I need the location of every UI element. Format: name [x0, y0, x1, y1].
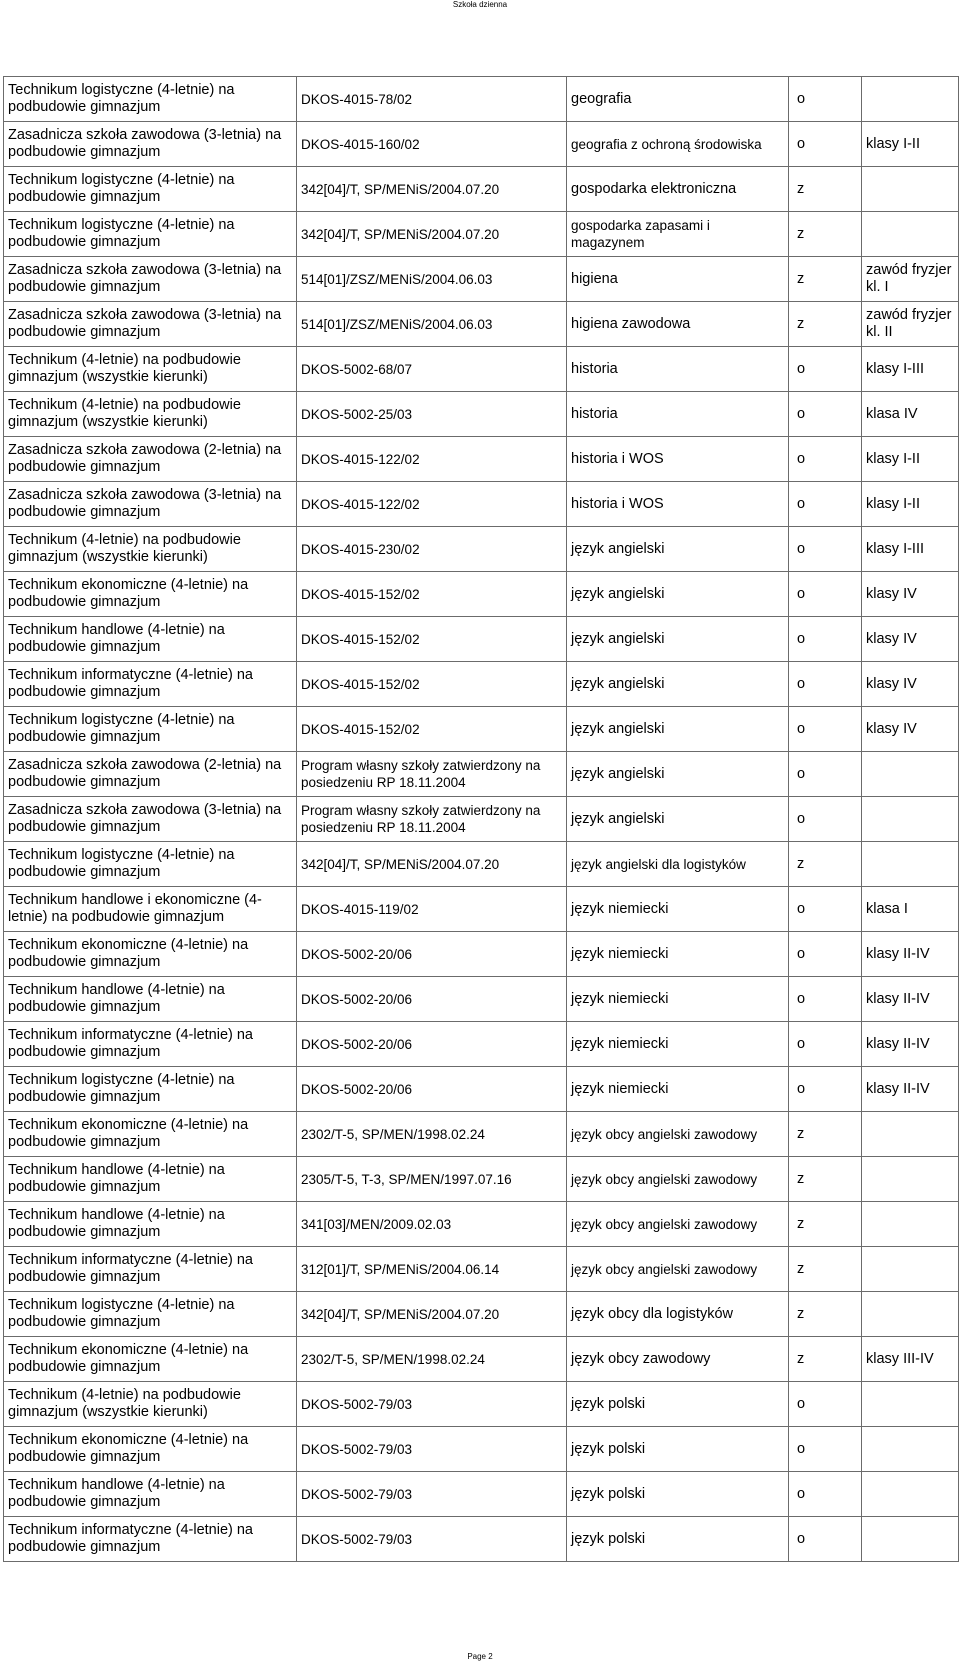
classes-cell	[862, 1472, 959, 1517]
program-code-cell: DKOS-5002-20/06	[297, 1022, 567, 1067]
program-code-cell: DKOS-5002-20/06	[297, 977, 567, 1022]
school-cell: Technikum informatyczne (4-letnie) na podbudowie gimnazjum	[4, 662, 297, 707]
school-cell: Technikum handlowe (4-letnie) na podbudowie gimnazjum	[4, 1202, 297, 1247]
type-cell: z	[789, 257, 862, 302]
curriculum-table	[3, 76, 959, 1562]
type-cell: o	[789, 887, 862, 932]
subject-cell: język obcy angielski zawodowy	[567, 1157, 789, 1202]
table-row	[4, 212, 959, 257]
type-cell: z	[789, 1157, 862, 1202]
type-cell: z	[789, 1202, 862, 1247]
type-cell: o	[789, 797, 862, 842]
classes-cell: klasy IV	[862, 707, 959, 752]
type-cell: o	[789, 752, 862, 797]
classes-cell	[862, 1247, 959, 1292]
classes-cell: zawód fryzjer kl. I	[862, 257, 959, 302]
type-cell: o	[789, 122, 862, 167]
program-code-cell: 342[04]/T, SP/MENiS/2004.07.20	[297, 167, 567, 212]
school-cell: Technikum ekonomiczne (4-letnie) na podbudowie gimnazjum	[4, 932, 297, 977]
program-code-cell: DKOS-4015-152/02	[297, 617, 567, 662]
table-row	[4, 527, 959, 572]
school-cell: Technikum handlowe (4-letnie) na podbudowie gimnazjum	[4, 1472, 297, 1517]
subject-cell: geografia	[567, 77, 789, 122]
type-cell: o	[789, 77, 862, 122]
classes-cell: klasy I-III	[862, 527, 959, 572]
subject-cell: higiena zawodowa	[567, 302, 789, 347]
program-code-cell: 341[03]/MEN/2009.02.03	[297, 1202, 567, 1247]
subject-cell: historia	[567, 392, 789, 437]
type-cell: o	[789, 392, 862, 437]
table-row	[4, 1292, 959, 1337]
table-row	[4, 1112, 959, 1157]
table-row	[4, 347, 959, 392]
classes-cell: klasy I-III	[862, 347, 959, 392]
subject-cell: język angielski	[567, 752, 789, 797]
school-cell: Technikum (4-letnie) na podbudowie gimnazjum (wszystkie kierunki)	[4, 527, 297, 572]
program-code-cell: DKOS-4015-78/02	[297, 77, 567, 122]
school-cell: Technikum logistyczne (4-letnie) na podbudowie gimnazjum	[4, 707, 297, 752]
school-cell: Technikum ekonomiczne (4-letnie) na podbudowie gimnazjum	[4, 1112, 297, 1157]
school-cell: Zasadnicza szkoła zawodowa (2-letnia) na podbudowie gimnazjum	[4, 752, 297, 797]
program-code-cell: DKOS-4015-122/02	[297, 482, 567, 527]
program-code-cell: 514[01]/ZSZ/MENiS/2004.06.03	[297, 257, 567, 302]
type-cell: o	[789, 932, 862, 977]
school-cell: Technikum logistyczne (4-letnie) na podbudowie gimnazjum	[4, 212, 297, 257]
table-row	[4, 1337, 959, 1382]
type-cell: z	[789, 1247, 862, 1292]
subject-cell: historia i WOS	[567, 437, 789, 482]
program-code-cell: DKOS-5002-20/06	[297, 932, 567, 977]
school-cell: Zasadnicza szkoła zawodowa (3-letnia) na podbudowie gimnazjum	[4, 257, 297, 302]
table-row	[4, 842, 959, 887]
subject-cell: język niemiecki	[567, 887, 789, 932]
classes-cell	[862, 1292, 959, 1337]
program-code-cell: 2305/T-5, T-3, SP/MEN/1997.07.16	[297, 1157, 567, 1202]
program-code-cell: 2302/T-5, SP/MEN/1998.02.24	[297, 1337, 567, 1382]
program-code-cell: DKOS-5002-79/03	[297, 1517, 567, 1562]
program-code-cell: Program własny szkoły zatwierdzony na posiedzeniu RP 18.11.2004	[297, 752, 567, 797]
subject-cell: język polski	[567, 1472, 789, 1517]
subject-cell: język niemiecki	[567, 932, 789, 977]
classes-cell: klasy II-IV	[862, 977, 959, 1022]
program-code-cell: DKOS-5002-79/03	[297, 1382, 567, 1427]
type-cell: o	[789, 707, 862, 752]
type-cell: o	[789, 1022, 862, 1067]
subject-cell: język niemiecki	[567, 977, 789, 1022]
subject-cell: język obcy angielski zawodowy	[567, 1202, 789, 1247]
table-row	[4, 1157, 959, 1202]
program-code-cell: 312[01]/T, SP/MENiS/2004.06.14	[297, 1247, 567, 1292]
page-header: Szkoła dzienna	[452, 0, 508, 9]
school-cell: Zasadnicza szkoła zawodowa (3-letnia) na podbudowie gimnazjum	[4, 302, 297, 347]
school-cell: Technikum logistyczne (4-letnie) na podbudowie gimnazjum	[4, 167, 297, 212]
subject-cell: język polski	[567, 1517, 789, 1562]
type-cell: o	[789, 347, 862, 392]
classes-cell	[862, 1157, 959, 1202]
subject-cell: język angielski	[567, 662, 789, 707]
program-code-cell: 342[04]/T, SP/MENiS/2004.07.20	[297, 212, 567, 257]
classes-cell: klasy I-II	[862, 482, 959, 527]
school-cell: Zasadnicza szkoła zawodowa (3-letnia) na podbudowie gimnazjum	[4, 122, 297, 167]
subject-cell: gospodarka zapasami i magazynem	[567, 212, 789, 257]
table-row	[4, 662, 959, 707]
table-row	[4, 1472, 959, 1517]
subject-cell: język angielski dla logistyków	[567, 842, 789, 887]
type-cell: z	[789, 1112, 862, 1157]
classes-cell: klasy IV	[862, 662, 959, 707]
classes-cell	[862, 212, 959, 257]
school-cell: Technikum logistyczne (4-letnie) na podbudowie gimnazjum	[4, 842, 297, 887]
type-cell: o	[789, 527, 862, 572]
classes-cell: klasa IV	[862, 392, 959, 437]
subject-cell: historia	[567, 347, 789, 392]
school-cell: Technikum handlowe (4-letnie) na podbudowie gimnazjum	[4, 977, 297, 1022]
subject-cell: język angielski	[567, 527, 789, 572]
classes-cell	[862, 1202, 959, 1247]
table-row	[4, 1427, 959, 1472]
program-code-cell: DKOS-4015-230/02	[297, 527, 567, 572]
program-code-cell: DKOS-5002-79/03	[297, 1472, 567, 1517]
classes-cell	[862, 1382, 959, 1427]
classes-cell	[862, 167, 959, 212]
classes-cell: klasy IV	[862, 572, 959, 617]
school-cell: Technikum (4-letnie) na podbudowie gimnazjum (wszystkie kierunki)	[4, 1382, 297, 1427]
classes-cell: klasy II-IV	[862, 1067, 959, 1112]
program-code-cell: DKOS-4015-119/02	[297, 887, 567, 932]
table-row	[4, 1517, 959, 1562]
classes-cell	[862, 797, 959, 842]
table-row	[4, 752, 959, 797]
table-row	[4, 617, 959, 662]
table-row	[4, 1067, 959, 1112]
subject-cell: język angielski	[567, 797, 789, 842]
type-cell: o	[789, 662, 862, 707]
type-cell: o	[789, 572, 862, 617]
classes-cell	[862, 77, 959, 122]
school-cell: Technikum logistyczne (4-letnie) na podbudowie gimnazjum	[4, 77, 297, 122]
subject-cell: historia i WOS	[567, 482, 789, 527]
school-cell: Technikum logistyczne (4-letnie) na podbudowie gimnazjum	[4, 1292, 297, 1337]
program-code-cell: DKOS-4015-160/02	[297, 122, 567, 167]
type-cell: o	[789, 482, 862, 527]
type-cell: z	[789, 1337, 862, 1382]
program-code-cell: DKOS-5002-68/07	[297, 347, 567, 392]
subject-cell: gospodarka elektroniczna	[567, 167, 789, 212]
subject-cell: język angielski	[567, 617, 789, 662]
type-cell: z	[789, 1292, 862, 1337]
type-cell: z	[789, 212, 862, 257]
type-cell: z	[789, 167, 862, 212]
program-code-cell: DKOS-5002-20/06	[297, 1067, 567, 1112]
program-code-cell: DKOS-4015-122/02	[297, 437, 567, 482]
subject-cell: język obcy angielski zawodowy	[567, 1247, 789, 1292]
subject-cell: język obcy dla logistyków	[567, 1292, 789, 1337]
classes-cell: klasy II-IV	[862, 932, 959, 977]
type-cell: o	[789, 977, 862, 1022]
school-cell: Technikum handlowe (4-letnie) na podbudowie gimnazjum	[4, 617, 297, 662]
classes-cell	[862, 752, 959, 797]
table-row	[4, 797, 959, 842]
school-cell: Technikum handlowe i ekonomiczne (4-letnie) na podbudowie gimnazjum	[4, 887, 297, 932]
subject-cell: język obcy angielski zawodowy	[567, 1112, 789, 1157]
school-cell: Zasadnicza szkoła zawodowa (2-letnia) na podbudowie gimnazjum	[4, 437, 297, 482]
school-cell: Technikum ekonomiczne (4-letnie) na podbudowie gimnazjum	[4, 1427, 297, 1472]
program-code-cell: 514[01]/ZSZ/MENiS/2004.06.03	[297, 302, 567, 347]
program-code-cell: DKOS-5002-25/03	[297, 392, 567, 437]
school-cell: Technikum informatyczne (4-letnie) na podbudowie gimnazjum	[4, 1247, 297, 1292]
type-cell: z	[789, 842, 862, 887]
classes-cell: klasy IV	[862, 617, 959, 662]
school-cell: Technikum informatyczne (4-letnie) na podbudowie gimnazjum	[4, 1517, 297, 1562]
school-cell: Zasadnicza szkoła zawodowa (3-letnia) na podbudowie gimnazjum	[4, 797, 297, 842]
classes-cell: klasy II-IV	[862, 1022, 959, 1067]
program-code-cell: 342[04]/T, SP/MENiS/2004.07.20	[297, 842, 567, 887]
school-cell: Technikum logistyczne (4-letnie) na podbudowie gimnazjum	[4, 1067, 297, 1112]
type-cell: o	[789, 1382, 862, 1427]
classes-cell: zawód fryzjer kl. II	[862, 302, 959, 347]
page-footer: Page 2	[467, 1652, 493, 1661]
table-row	[4, 167, 959, 212]
classes-cell: klasy I-II	[862, 122, 959, 167]
school-cell: Technikum handlowe (4-letnie) na podbudowie gimnazjum	[4, 1157, 297, 1202]
program-code-cell: DKOS-4015-152/02	[297, 662, 567, 707]
table-row	[4, 707, 959, 752]
classes-cell	[862, 1427, 959, 1472]
school-cell: Zasadnicza szkoła zawodowa (3-letnia) na podbudowie gimnazjum	[4, 482, 297, 527]
table-row	[4, 1247, 959, 1292]
table-row	[4, 1382, 959, 1427]
table-row	[4, 1022, 959, 1067]
subject-cell: język niemiecki	[567, 1022, 789, 1067]
classes-cell: klasa I	[862, 887, 959, 932]
subject-cell: język angielski	[567, 707, 789, 752]
table-row	[4, 572, 959, 617]
table-body	[4, 77, 959, 1562]
table-row	[4, 392, 959, 437]
table-row	[4, 932, 959, 977]
subject-cell: język polski	[567, 1382, 789, 1427]
table-row	[4, 437, 959, 482]
type-cell: o	[789, 1472, 862, 1517]
type-cell: o	[789, 1517, 862, 1562]
program-code-cell: Program własny szkoły zatwierdzony na posiedzeniu RP 18.11.2004	[297, 797, 567, 842]
school-cell: Technikum ekonomiczne (4-letnie) na podbudowie gimnazjum	[4, 572, 297, 617]
type-cell: o	[789, 617, 862, 662]
subject-cell: higiena	[567, 257, 789, 302]
program-code-cell: 342[04]/T, SP/MENiS/2004.07.20	[297, 1292, 567, 1337]
program-code-cell: DKOS-4015-152/02	[297, 572, 567, 617]
classes-cell: klasy III-IV	[862, 1337, 959, 1382]
table-row	[4, 77, 959, 122]
classes-cell	[862, 1517, 959, 1562]
type-cell: o	[789, 1067, 862, 1112]
subject-cell: język niemiecki	[567, 1067, 789, 1112]
table-row	[4, 1202, 959, 1247]
type-cell: z	[789, 302, 862, 347]
program-code-cell: 2302/T-5, SP/MEN/1998.02.24	[297, 1112, 567, 1157]
classes-cell	[862, 842, 959, 887]
table-row	[4, 257, 959, 302]
type-cell: o	[789, 1427, 862, 1472]
table-row	[4, 302, 959, 347]
table-row	[4, 977, 959, 1022]
program-code-cell: DKOS-4015-152/02	[297, 707, 567, 752]
table-row	[4, 887, 959, 932]
table-row	[4, 122, 959, 167]
subject-cell: geografia z ochroną środowiska	[567, 122, 789, 167]
subject-cell: język angielski	[567, 572, 789, 617]
table-row	[4, 482, 959, 527]
classes-cell: klasy I-II	[862, 437, 959, 482]
school-cell: Technikum (4-letnie) na podbudowie gimnazjum (wszystkie kierunki)	[4, 347, 297, 392]
classes-cell	[862, 1112, 959, 1157]
subject-cell: język obcy zawodowy	[567, 1337, 789, 1382]
subject-cell: język polski	[567, 1427, 789, 1472]
school-cell: Technikum ekonomiczne (4-letnie) na podbudowie gimnazjum	[4, 1337, 297, 1382]
school-cell: Technikum informatyczne (4-letnie) na podbudowie gimnazjum	[4, 1022, 297, 1067]
program-code-cell: DKOS-5002-79/03	[297, 1427, 567, 1472]
type-cell: o	[789, 437, 862, 482]
school-cell: Technikum (4-letnie) na podbudowie gimnazjum (wszystkie kierunki)	[4, 392, 297, 437]
